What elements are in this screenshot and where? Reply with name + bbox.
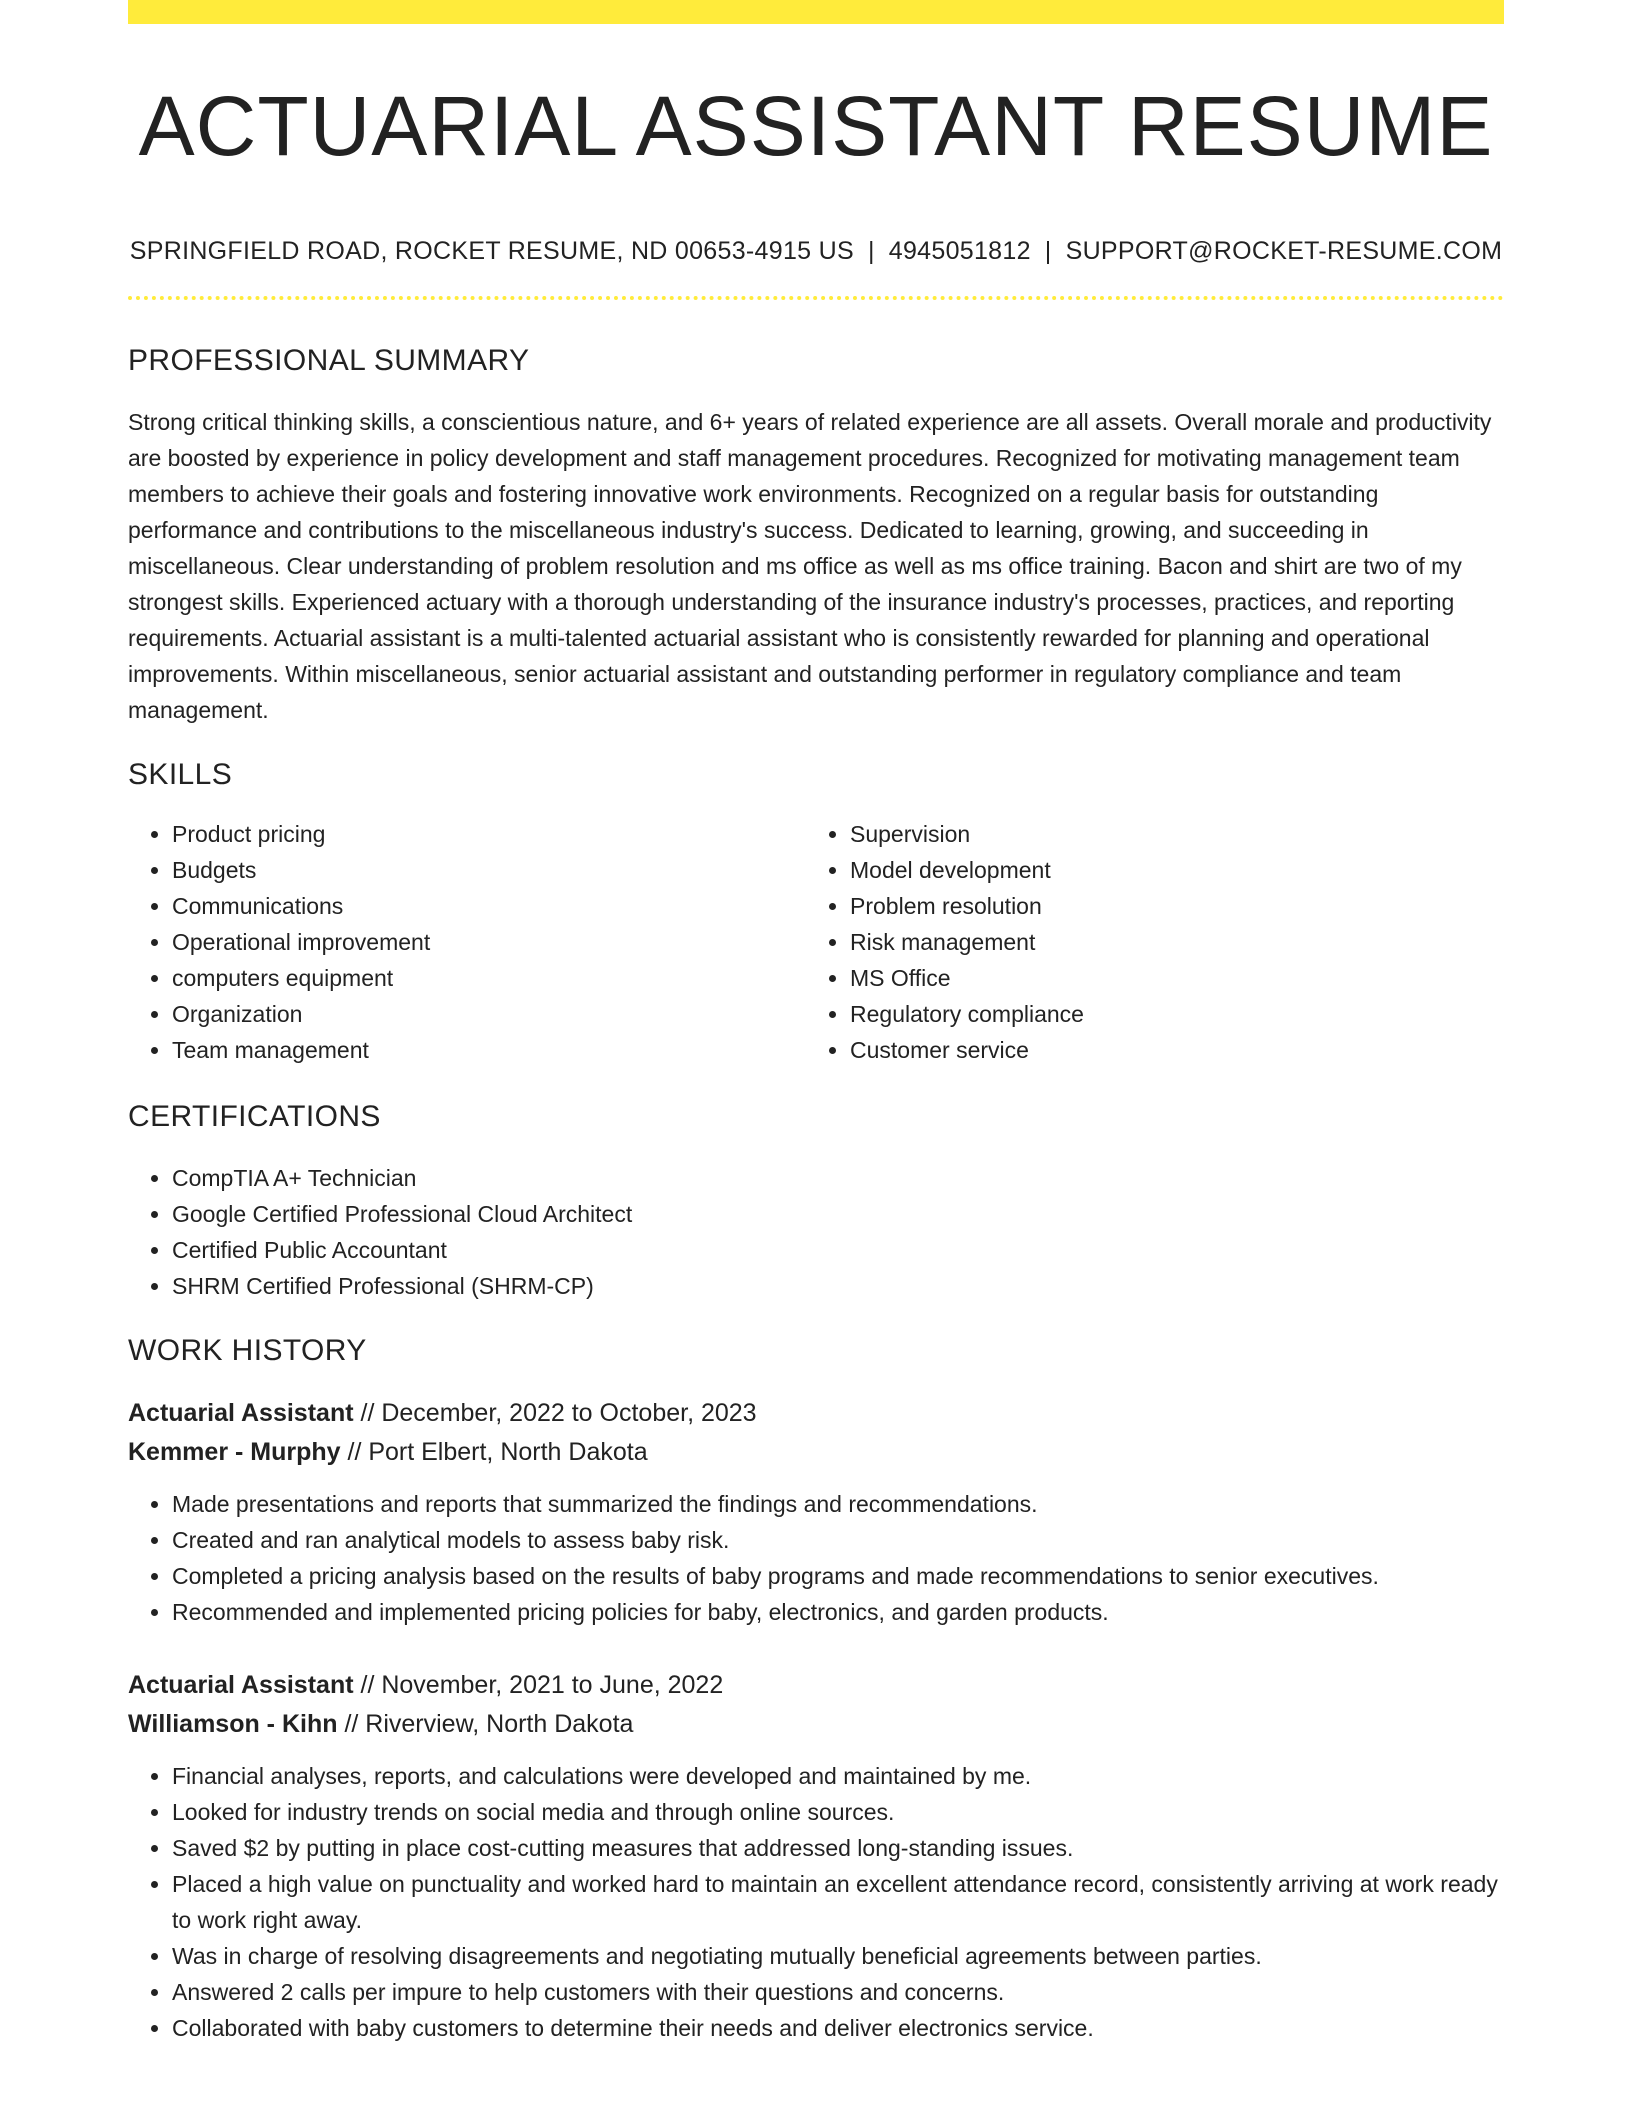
skills-section — [128, 758, 1504, 1068]
skill-item: • computers equipment — [172, 960, 806, 996]
skill-item: • Model development — [850, 852, 1484, 888]
skill-item: • Team management — [172, 1032, 806, 1068]
job-title: Actuarial Assistant — [128, 1671, 354, 1700]
skills-list-left — [128, 816, 806, 1068]
job-bullet: • Created and ran analytical models to assess baby risk. — [172, 1522, 1504, 1558]
job-bullet: • Was in charge of resolving disagreements and negotiating mutually beneficial agreements between parties. — [172, 1938, 1504, 1974]
dotted-divider — [128, 296, 1504, 300]
summary-section — [128, 344, 1504, 728]
skill-item: • Organization — [172, 996, 806, 1032]
resume-title: ACTUARIAL ASSISTANT RESUME — [138, 79, 1494, 173]
skills-heading: SKILLS — [128, 758, 233, 792]
job-entry — [128, 1394, 1504, 1630]
certification-item: • CompTIA A+ Technician — [172, 1160, 1504, 1196]
skill-item: • Supervision — [850, 816, 1484, 852]
skills-list-right — [806, 816, 1484, 1068]
certification-item: • Google Certified Professional Cloud Architect — [172, 1196, 1504, 1232]
certifications-section — [128, 1100, 1504, 1304]
skill-item: • Problem resolution — [850, 888, 1484, 924]
skill-item: • MS Office — [850, 960, 1484, 996]
job-company-line — [128, 1433, 1504, 1472]
skill-item: • Operational improvement — [172, 924, 806, 960]
contact-separator: | — [867, 237, 875, 266]
skill-item: • Communications — [172, 888, 806, 924]
job-location: // Riverview, North Dakota — [337, 1710, 634, 1739]
job-title-line — [128, 1394, 1504, 1433]
job-location: // Port Elbert, North Dakota — [340, 1438, 648, 1467]
job-company: Kemmer - Murphy — [128, 1438, 341, 1467]
job-bullet: • Saved $2 by putting in place cost-cutting measures that addressed long-standing issues. — [172, 1830, 1504, 1866]
contact-address: SPRINGFIELD ROAD, ROCKET RESUME, ND 00653-4915 US — [129, 237, 854, 266]
contact-email: SUPPORT@ROCKET-RESUME.COM — [1065, 237, 1503, 266]
certifications-heading: CERTIFICATIONS — [128, 1100, 381, 1134]
job-company-line — [128, 1705, 1504, 1744]
contact-line — [128, 236, 1504, 266]
job-bullet: • Made presentations and reports that summarized the findings and recommendations. — [172, 1486, 1504, 1522]
skill-item: • Customer service — [850, 1032, 1484, 1068]
job-bullet: • Recommended and implemented pricing policies for baby, electronics, and garden products. — [172, 1594, 1504, 1630]
skill-item: • Regulatory compliance — [850, 996, 1484, 1032]
summary-text: Strong critical thinking skills, a conscientious nature, and 6+ years of related experience are all assets. Overall morale and productivity are boosted by experience in policy development and staff management procedures. Recognized for motivating management team members to achieve their goals and fostering innovative work environments. Recognized on a regular basis for outstanding performance and contributions to the miscellaneous industry's success. Dedicated to learning, growing, and succeeding in miscellaneous. Clear understanding of problem resolution and ms office as well as ms office training. Bacon and shirt are two of my strongest skills. Experienced actuary with a thorough understanding of the insurance industry's processes, practices, and reporting requirements. Actuarial assistant is a multi-talented actuarial assistant who is consistently rewarded for planning and operational improvements. Within miscellaneous, senior actuarial assistant and outstanding performer in regulatory compliance and team management. — [128, 409, 1492, 724]
contact-phone: 4945051812 — [888, 237, 1031, 266]
work-history-heading: WORK HISTORY — [128, 1334, 367, 1368]
skills-column-left — [128, 816, 806, 1068]
job-title: Actuarial Assistant — [128, 1399, 354, 1428]
job-bullet-list — [128, 1758, 1504, 2046]
job-company: Williamson - Kihn — [128, 1710, 338, 1739]
job-entry — [128, 1666, 1504, 2046]
skill-item: • Product pricing — [172, 816, 806, 852]
skill-item: • Budgets — [172, 852, 806, 888]
certification-item: • Certified Public Accountant — [172, 1232, 1504, 1268]
job-bullet: • Financial analyses, reports, and calculations were developed and maintained by me. — [172, 1758, 1504, 1794]
summary-heading: PROFESSIONAL SUMMARY — [128, 344, 530, 378]
skills-grid — [128, 816, 1504, 1068]
job-title-line — [128, 1666, 1504, 1705]
resume-page — [128, 0, 1504, 2046]
accent-top-bar — [128, 0, 1504, 24]
job-bullet: • Placed a high value on punctuality and worked hard to maintain an excellent attendance record, consistently arriving at work ready to work right away. — [172, 1866, 1504, 1938]
job-dates: // December, 2022 to October, 2023 — [353, 1399, 757, 1428]
job-bullet: • Completed a pricing analysis based on the results of baby programs and made recommendations to senior executives. — [172, 1558, 1504, 1594]
work-history-section — [128, 1334, 1504, 2046]
job-bullet: • Looked for industry trends on social media and through online sources. — [172, 1794, 1504, 1830]
job-bullet: • Collaborated with baby customers to determine their needs and deliver electronics service. — [172, 2010, 1504, 2046]
job-dates: // November, 2021 to June, 2022 — [353, 1671, 724, 1700]
certification-item: • SHRM Certified Professional (SHRM-CP) — [172, 1268, 1504, 1304]
certifications-list — [128, 1160, 1504, 1304]
contact-separator: | — [1044, 237, 1052, 266]
job-bullet: • Answered 2 calls per impure to help customers with their questions and concerns. — [172, 1974, 1504, 2010]
job-bullet-list — [128, 1486, 1504, 1630]
skills-column-right — [806, 816, 1484, 1068]
skill-item: • Risk management — [850, 924, 1484, 960]
